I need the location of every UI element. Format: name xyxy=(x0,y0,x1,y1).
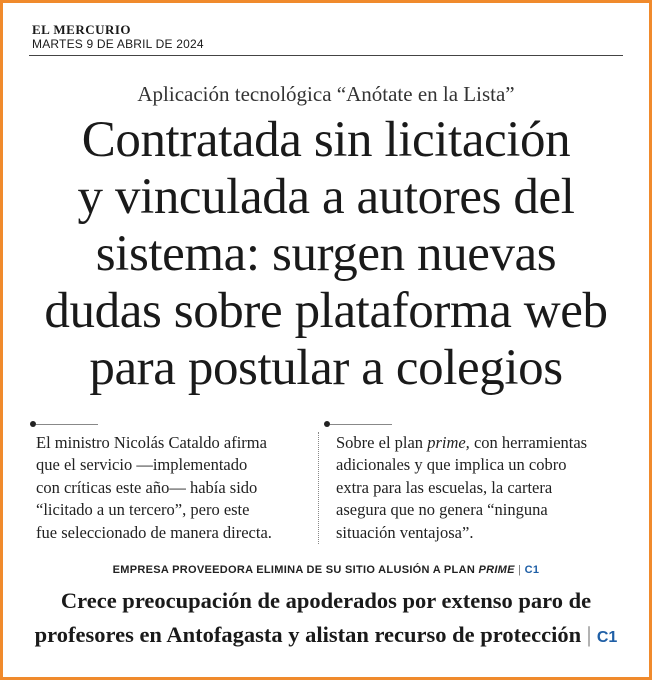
separator: | xyxy=(586,622,592,647)
masthead-rule xyxy=(29,55,623,56)
related-kicker xyxy=(0,564,652,576)
lead-rule-left xyxy=(36,424,98,425)
lead-line: “licitado a un tercero”, pero este xyxy=(36,500,250,520)
newspaper-name: EL MERCURIO xyxy=(32,22,132,37)
secondary-headline-line: Crece preocupación de apoderados por extenso paro de xyxy=(60,588,592,613)
lead-emphasis: prime, xyxy=(427,433,470,452)
lead-line xyxy=(336,432,616,454)
lead-rule-right xyxy=(330,424,392,425)
lead-text: Sobre el plan xyxy=(336,433,428,452)
lead-line: con críticas este año— había sido xyxy=(36,477,258,497)
lead-line: situación ventajosa”. xyxy=(336,522,474,542)
lead-line: adicionales y que implica un cobro xyxy=(336,455,567,475)
lead-line: que el servicio —implementado xyxy=(36,455,248,475)
related-kicker-text: EMPRESA PROVEEDORA ELIMINA DE SU SITIO ALUSIÓN A PLAN xyxy=(112,564,479,576)
headline-line: dudas sobre plataforma web xyxy=(44,283,608,339)
lead-text: con herramientas xyxy=(469,433,588,452)
section-reference: C1 xyxy=(524,564,540,576)
headline-line: sistema: surgen nuevas xyxy=(95,226,557,282)
headline-line: y vinculada a autores del xyxy=(77,169,575,225)
lead-line: fue seleccionado de manera directa. xyxy=(36,522,272,542)
secondary-headline-text: profesores en Antofagasta y alistan recurso de protección xyxy=(34,622,582,647)
section-reference: C1 xyxy=(596,629,618,646)
separator: | xyxy=(518,564,522,576)
lead-paragraph-left xyxy=(36,432,316,544)
lead-line: extra para las escuelas, la cartera xyxy=(336,477,553,497)
lead-line: asegura que no genera “ninguna xyxy=(336,500,548,520)
secondary-headline-line xyxy=(20,618,632,655)
secondary-headline xyxy=(20,584,632,655)
lead-paragraph-right xyxy=(336,432,616,544)
article-kicker: Aplicación tecnológica “Anótate en la Lista” xyxy=(137,82,515,106)
publication-date: MARTES 9 DE ABRIL DE 2024 xyxy=(32,37,204,51)
main-headline xyxy=(20,112,632,397)
lead-line: El ministro Nicolás Cataldo afirma xyxy=(36,433,267,452)
headline-line: Contratada sin licitación xyxy=(81,112,571,168)
headline-line: para postular a colegios xyxy=(89,340,563,396)
related-kicker-emphasis: PRIME xyxy=(478,564,515,576)
column-divider xyxy=(318,432,319,544)
